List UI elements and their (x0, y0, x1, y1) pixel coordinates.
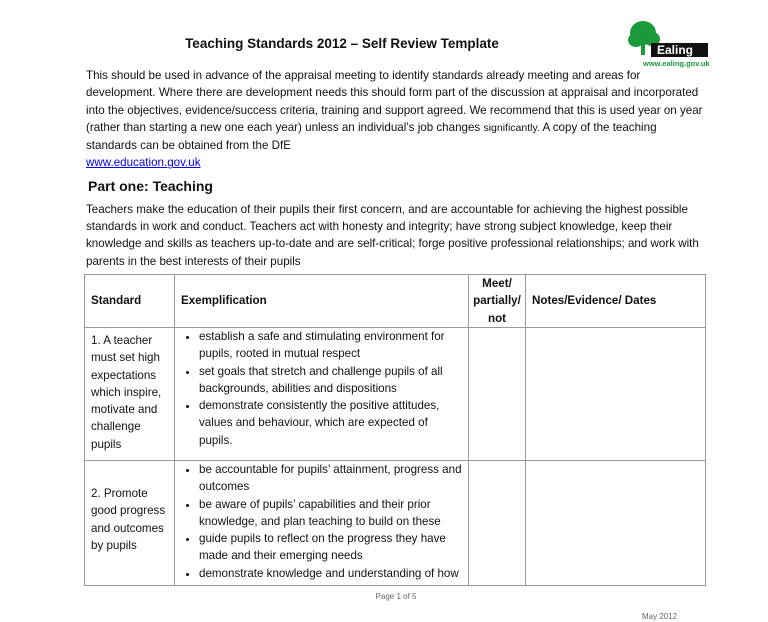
table-row (85, 327, 706, 460)
standards-table (84, 274, 706, 586)
list-item: • be aware of pupils’ capabilities and their prior knowledge, and plan teaching to build on these (199, 496, 462, 531)
list-item: • guide pupils to reflect on the progress they have made and their emerging needs (199, 530, 462, 565)
svg-text:Ealing: Ealing (657, 43, 694, 57)
exemplification-cell (175, 327, 469, 460)
intro-paragraph (86, 67, 708, 172)
footer-date: May 2012 (642, 611, 678, 621)
list-item: • demonstrate knowledge and understanding of how (199, 565, 462, 582)
exemplification-cell (175, 460, 469, 585)
notes-cell[interactable] (526, 460, 706, 585)
standard-cell: 2. Promote good progress and outcomes by pupils (85, 460, 175, 585)
document-body (84, 67, 708, 622)
list-item: • set goals that stretch and challenge pupils of all backgrounds, abilities and dispositions (199, 363, 462, 398)
svg-text:www.ealing.gov.uk: www.ealing.gov.uk (643, 59, 710, 68)
document-title: Teaching Standards 2012 – Self Review Template (185, 36, 499, 51)
notes-cell[interactable] (526, 327, 706, 460)
header-exemplification: Exemplification (175, 274, 469, 327)
header-standard: Standard (85, 274, 175, 327)
dfe-link[interactable]: www.education.gov.uk (86, 156, 201, 170)
table-row (85, 460, 706, 585)
list-item: • demonstrate consistently the positive attitudes, values and behaviour, which are expected of pupils. (199, 397, 462, 449)
header-meet: Meet/ partially/ not (469, 274, 526, 327)
page-number: Page 1 of 5 (375, 591, 417, 601)
intro-text-small: significantly. (483, 121, 540, 134)
meet-cell[interactable] (469, 460, 526, 585)
section-paragraph: Teachers make the education of their pupils their first concern, and are accountable for achieving the highest possible standards in work and conduct. Teachers act with honesty and integrity; have strong subject knowledge, keep their knowledge and skills as teachers up-to-date and are self-critical; forge positive professional relationships; and work with parents in the best interests of their pupils (86, 202, 699, 268)
intro-text-end: A copy of the teaching standards can be obtained from the DfE (86, 120, 657, 153)
header-notes: Notes/Evidence/ Dates (526, 274, 706, 327)
table-header-row (85, 274, 706, 327)
list-item: • be accountable for pupils’ attainment, progress and outcomes (199, 461, 462, 496)
intro-text: This should be used in advance of the appraisal meeting to identify standards already meeting and areas for development. Where there are development needs this should form part of the discussion at appraisal and incorporated into the objectives, evidence/success criteria, training and support agreed. We recommend that this is used year on year (rather than starting a new one each year) unless an individual’s job changes (86, 69, 703, 134)
section-heading: Part one: Teaching (88, 177, 213, 194)
meet-cell[interactable] (469, 327, 526, 460)
tree-icon (626, 18, 712, 68)
ealing-logo (626, 18, 712, 68)
list-item: • establish a safe and stimulating environment for pupils, rooted in mutual respect (199, 328, 462, 363)
standard-cell: 1. A teacher must set high expectations which inspire, motivate and challenge pupils (85, 327, 175, 460)
